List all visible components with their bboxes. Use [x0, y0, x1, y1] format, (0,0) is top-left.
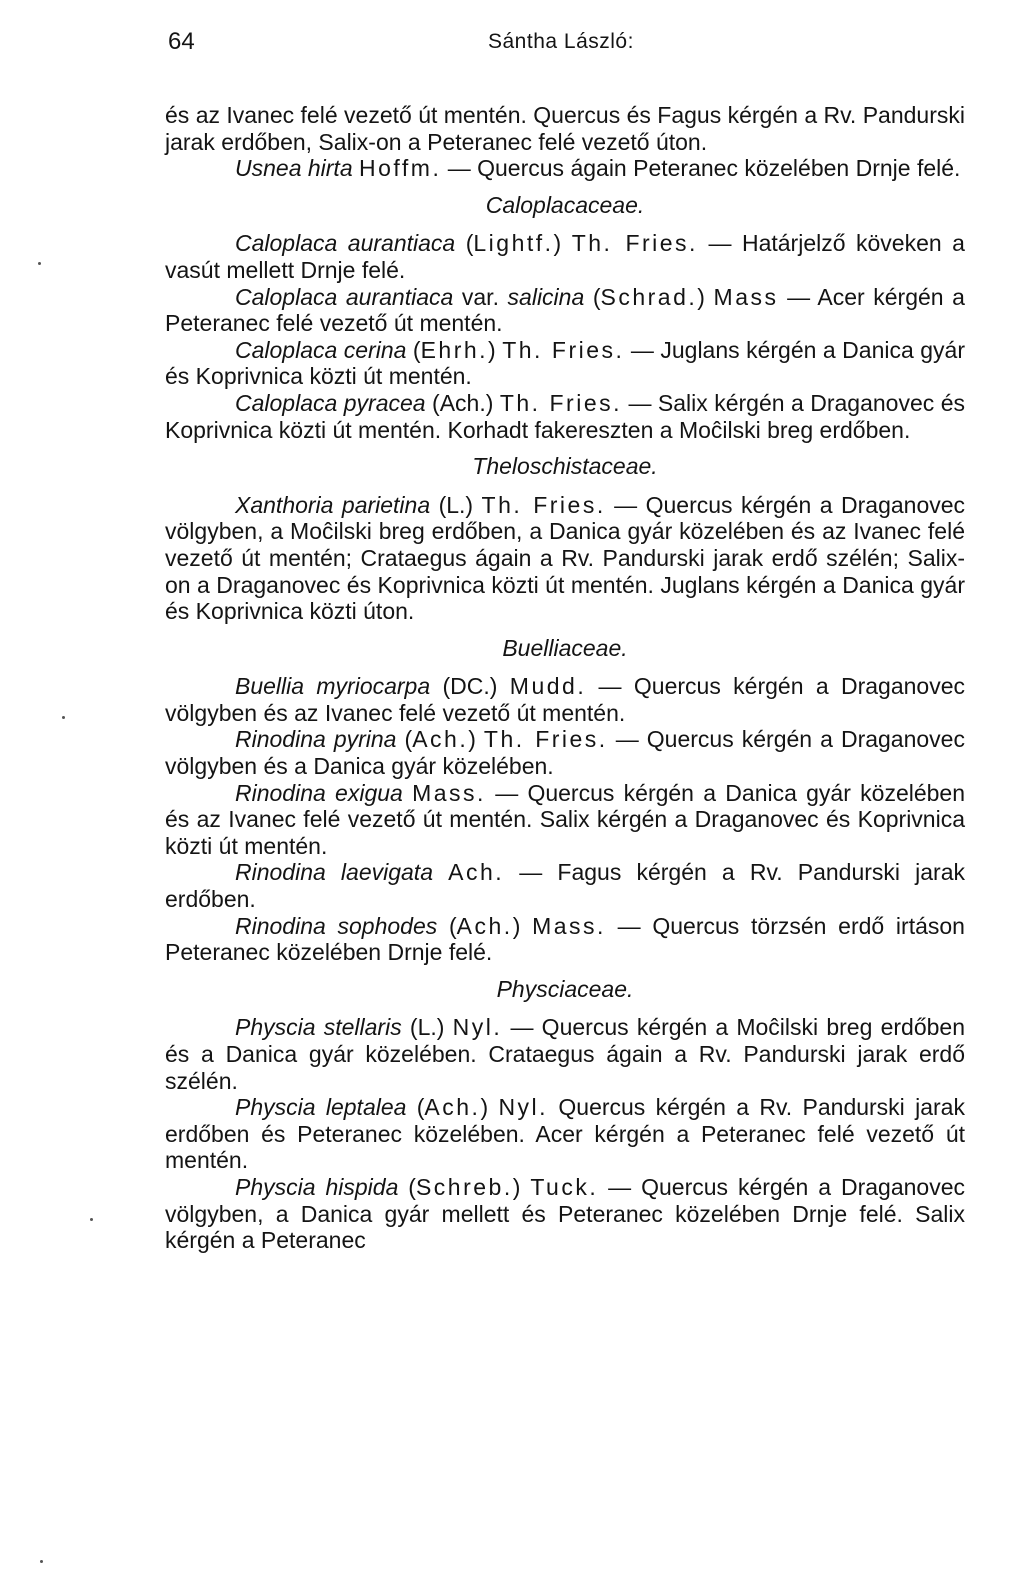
author-name: Ehrh. [420, 336, 489, 363]
author-name: Ach. [456, 912, 513, 939]
species-name: Rinodina exigua [235, 779, 403, 806]
text-run: Quercus kérgén a Rv. Pandurski jarak erdőben és Peteranec közelében. Acer kérgén a Peteranec felé vezető út mentén. [165, 1094, 965, 1174]
species-entry [165, 492, 965, 625]
text-run: ( [396, 726, 413, 753]
species-entry [165, 913, 965, 966]
author-name: Ach. [448, 859, 505, 886]
species-name: Usnea hirta [235, 155, 353, 182]
text-run: ( [398, 1173, 416, 1200]
species-name: Physcia leptalea [235, 1094, 407, 1121]
author-name: Mass. [532, 912, 606, 939]
text-run: — Quercus törzsén erdő irtáson Peteranec közelében Drnje felé. [165, 912, 965, 966]
author-name: Th. Fries. [499, 389, 623, 416]
species-entry [165, 1174, 965, 1254]
species-entry [165, 859, 965, 912]
species-entry [165, 337, 965, 390]
text-run [403, 780, 412, 806]
text-run: — Quercus kérgén a Draganovec völgyben és az Ivanec felé vezető út mentén. [165, 673, 965, 726]
family-heading [165, 192, 965, 219]
text-run: (L.) [401, 1014, 453, 1041]
text-run: ) [468, 726, 484, 753]
text-run: — Quercus kérgén a Draganovec völgyben, a Moĉilski breg erdőben, a Danica gyár közelében és az Ivanec felé vezető út mentén; Crataegus ágain a Rv. Pandurski jarak erdő szélén; Salix-on a Draganovec és Koprivnica közti út mentén. Juglans kérgén a Danica gyár és Koprivnica közti úton. [165, 491, 966, 625]
continued-paragraph [165, 102, 965, 155]
family-heading [165, 453, 965, 480]
text-run: — Quercus kérgén a Danica gyár közelében és az Ivanec felé vezető út mentén. Salix kérgén a Draganovec és Koprivnica közti út mentén. [165, 779, 966, 859]
scan-speck [90, 1218, 93, 1221]
text-run: Caloplacaceae. [485, 191, 645, 218]
scan-speck [40, 1560, 43, 1563]
author-name: Nyl. [452, 1014, 503, 1041]
species-name: Rinodina pyrina [235, 726, 397, 753]
author-name: Schreb. [415, 1173, 513, 1200]
running-head: Sántha László: [488, 30, 634, 53]
text-run: Buelliaceae. [502, 634, 628, 661]
species-name: Physcia stellaris [235, 1014, 402, 1041]
text-run [433, 859, 448, 885]
species-entry [165, 390, 965, 443]
species-name: Physcia hispida [235, 1173, 399, 1200]
text-run: Physciaceae. [496, 975, 634, 1002]
text-run: — Salix kérgén a Draganovec és Koprivnica közti út mentén. Korhadt fakereszten a Moĉilski breg erdőben. [165, 389, 966, 443]
species-entry [165, 673, 965, 726]
text-run: — Quercus kérgén a Draganovec völgyben, a Danica gyár mellett és Peteranec közelében Drnje felé. Salix kérgén a Peteranec [165, 1173, 965, 1254]
text-run: ) [488, 336, 503, 363]
text-run: — Acer kérgén a Peteranec felé vezető út mentén. [165, 283, 965, 337]
author-name: Th. Fries. [483, 726, 608, 753]
author-name: Lightf. [473, 230, 554, 257]
species-entry [165, 1014, 965, 1094]
species-name: Caloplaca cerina [235, 336, 407, 363]
species-entry [165, 780, 965, 860]
text-run: — Quercus ágain Peteranec közelében Drnje felé. [441, 155, 961, 182]
species-name: Rinodina sophodes [235, 912, 438, 939]
text-run: var. [453, 283, 508, 310]
species-entry [165, 230, 965, 283]
text-run: ) [480, 1094, 499, 1121]
author-name: Th. Fries. [481, 491, 606, 518]
species-entry [165, 1094, 965, 1174]
author-name: Th. Fries. [502, 336, 625, 363]
author-name: Ach. [424, 1094, 481, 1121]
text-run: ( [406, 1094, 425, 1121]
page-header [0, 28, 1024, 68]
scan-speck [38, 262, 41, 265]
text-run: — Határjelző köveken a vasút mellett Drnje felé. [165, 230, 965, 283]
family-heading [165, 976, 965, 1003]
text-run: (L.) [430, 491, 482, 518]
species-name: Caloplaca pyracea [235, 389, 426, 416]
text-run: — Fagus kérgén a Rv. Pandurski jarak erdőben. [165, 859, 966, 913]
text-run: (DC.) [430, 673, 510, 700]
species-name: Caloplaca aurantiaca [235, 283, 454, 310]
author-name: Mass. [412, 779, 486, 806]
text-run: — Juglans kérgén a Danica gyár és Koprivnica közti út mentén. [165, 336, 965, 390]
text-run: — Quercus kérgén a Draganovec völgyben és a Danica gyár közelében. [165, 726, 965, 780]
text-run: és az Ivanec felé vezető út mentén. Quercus és Fagus kérgén a Rv. Pandurski jarak erdőben, Salix-on a Peteranec felé vezető úton. [165, 102, 965, 155]
author-name: Ach. [412, 726, 469, 753]
species-name: Buellia myriocarpa [235, 673, 431, 700]
species-entry [165, 726, 965, 779]
author-name: Mass [713, 283, 779, 310]
page-number: 64 [168, 28, 195, 55]
text-run: ) [512, 912, 533, 939]
author-name: Hoffm. [359, 155, 442, 182]
text-run: ( [584, 283, 601, 310]
text-run: Theloschistaceae. [472, 453, 658, 480]
species-name: Rinodina laevigata [235, 859, 433, 886]
text-run: ( [406, 336, 421, 363]
text-run: ( [437, 912, 457, 939]
text-run: ( [455, 230, 474, 257]
text-run: (Ach.) [425, 389, 500, 416]
author-name: Schrad. [600, 283, 698, 310]
text-run: ) [512, 1173, 531, 1200]
scan-speck [62, 716, 65, 719]
species-entry [165, 155, 965, 182]
author-name: Th. Fries. [571, 230, 698, 257]
family-heading [165, 635, 965, 662]
text-run: ) [553, 230, 572, 257]
species-entry [165, 284, 965, 337]
text-run: ) [697, 283, 714, 310]
author-name: Tuck. [530, 1173, 599, 1200]
author-name: Mudd. [509, 673, 587, 700]
text-column [165, 102, 965, 1254]
text-run: — Quercus kérgén a Moĉilski breg erdőben és a Danica gyár közelében. Crataegus ágain a Rv. Pandurski jarak erdő szélén. [165, 1014, 966, 1094]
species-name: Caloplaca aurantiaca [235, 230, 456, 257]
species-name: salicina [507, 283, 585, 310]
species-name: Xanthoria parietina [235, 491, 431, 518]
author-name: Nyl. [498, 1094, 549, 1121]
